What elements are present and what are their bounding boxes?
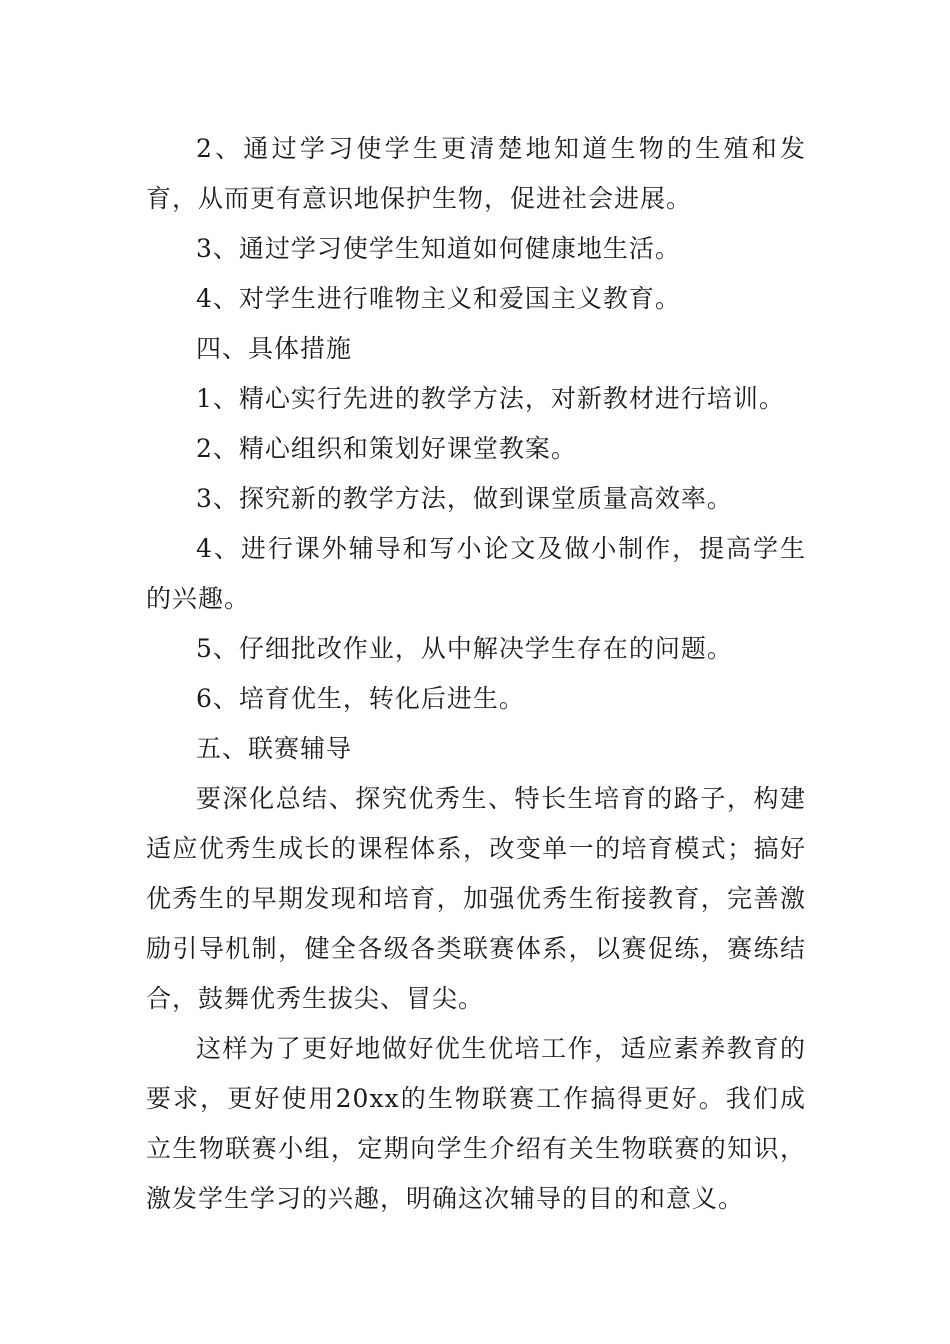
- paragraph-competition-body: 要深化总结、探究优秀生、特长生培育的路子，构建适应优秀生成长的课程体系，改变单一的培育模式；搞好优秀生的早期发现和培育，加强优秀生衔接教育，完善激励引导机制，健全各级各类联赛体系，以赛促练，赛练结合，鼓舞优秀生拔尖、冒尖。: [146, 784, 806, 1013]
- paragraph-goal-4: 4、对学生进行唯物主义和爱国主义教育。: [196, 284, 681, 313]
- paragraph-measure-4: 4、进行课外辅导和写小论文及做小制作，提高学生的兴趣。: [146, 534, 806, 613]
- paragraph-measure-6: 6、培育优生，转化后进生。: [196, 684, 525, 713]
- paragraph-closing: 这样为了更好地做好优生优培工作，适应素养教育的要求，更好使用20xx的生物联赛工作搞得更好。我们成立生物联赛小组，定期向学生介绍有关生物联赛的知识，激发学生学习的兴趣，明确这次辅导的目的和意义。: [146, 1034, 806, 1213]
- section-heading-measures: 四、具体措施: [196, 334, 353, 363]
- document-body: [146, 124, 806, 1224]
- paragraph-measure-3: 3、探究新的教学方法，做到课堂质量高效率。: [196, 484, 733, 513]
- paragraph-goal-2: 2、通过学习使学生更清楚地知道生物的生殖和发育，从而更有意识地保护生物，促进社会进展。: [146, 134, 806, 213]
- paragraph-measure-5: 5、仔细批改作业，从中解决学生存在的问题。: [196, 634, 733, 663]
- paragraph-measure-2: 2、精心组织和策划好课堂教案。: [196, 434, 577, 463]
- paragraph-goal-3: 3、通过学习使学生知道如何健康地生活。: [196, 234, 681, 263]
- paragraph-measure-1: 1、精心实行先进的教学方法，对新教材进行培训。: [196, 384, 785, 413]
- section-heading-competition: 五、联赛辅导: [196, 734, 353, 763]
